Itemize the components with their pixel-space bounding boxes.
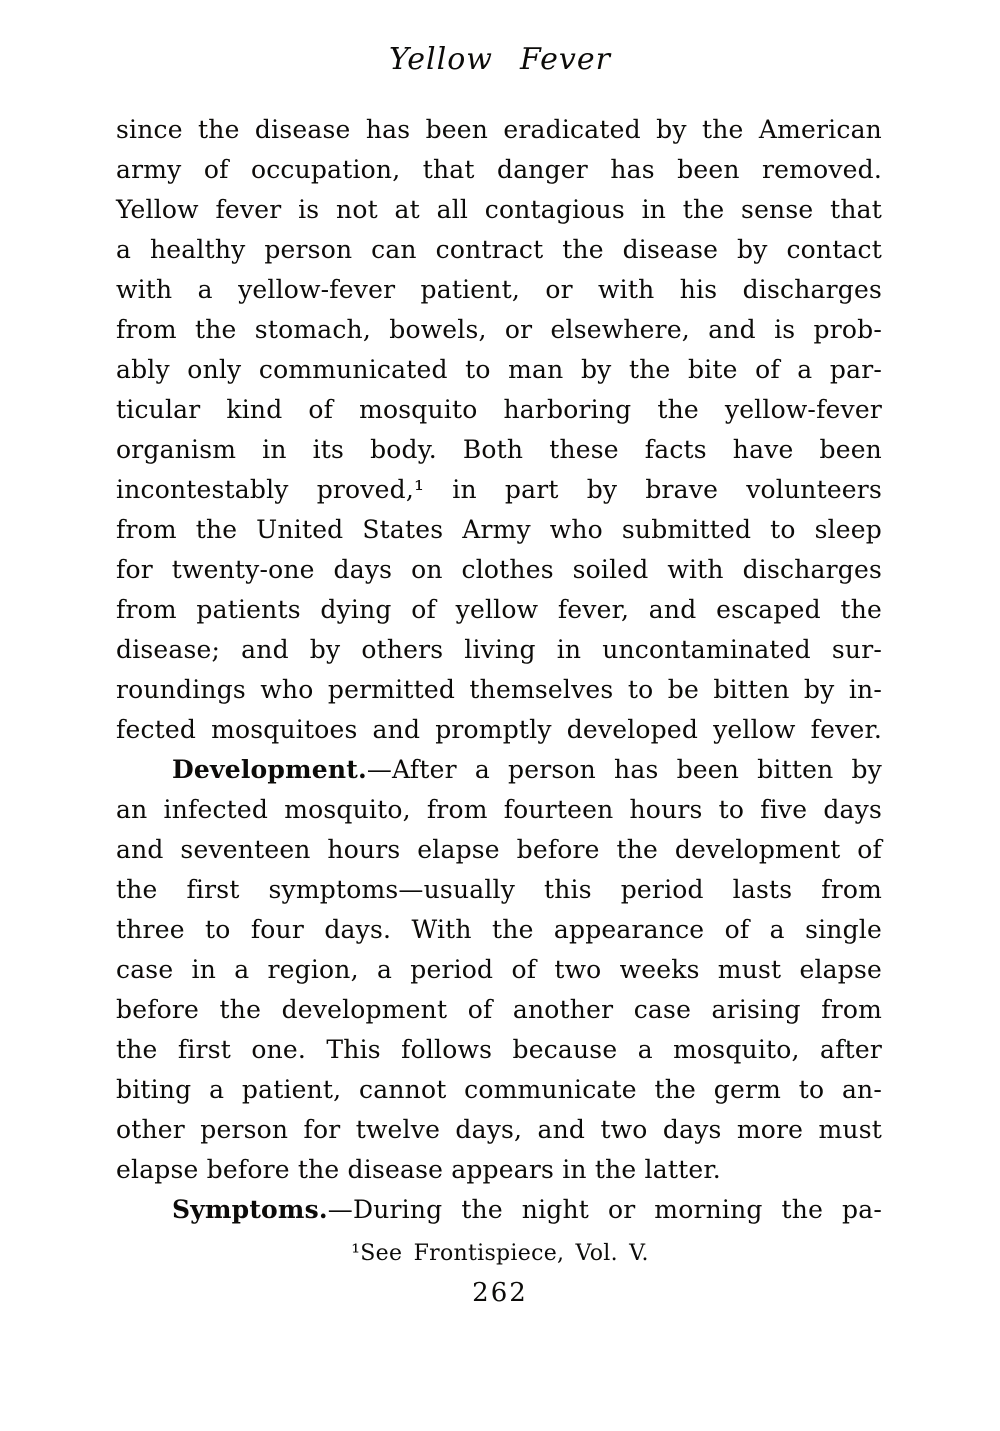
text-line: ably only communicated to man by the bite of a par- [116,355,882,384]
footnote: ¹See Frontispiece, Vol. V. [351,1241,649,1266]
paragraph-lead-symptoms: Symptoms. [172,1195,328,1224]
paragraph-development-first-line [116,750,882,790]
text-line: elapse before the disease appears in the latter. [116,1155,721,1184]
text-line-rest: —During the night or morning the pa- [327,1195,882,1224]
text-line: three to four days. With the appearance of a single [116,915,882,944]
text-line: Yellow fever is not at all contagious in the sense that [116,195,882,224]
text-line: incontestably proved,¹ in part by brave volunteers [116,475,882,504]
page-number: 262 [472,1278,528,1308]
text-line: other person for twelve days, and two days more must [116,1115,882,1144]
text-line: the first symptoms—usually this period lasts from [116,875,882,904]
text-line: case in a region, a period of two weeks must elapse [116,955,882,984]
text-line: from the United States Army who submitted to sleep [116,515,882,544]
text-line: since the disease has been eradicated by the American [116,115,882,144]
text-line: fected mosquitoes and promptly developed yellow fever. [116,715,882,744]
page-title: Yellow Fever [389,42,611,77]
text-line: and seventeen hours elapse before the development of [116,835,882,864]
text-line: for twenty-one days on clothes soiled with discharges [116,555,882,584]
paragraph-lead-development: Development. [172,755,367,784]
text-line: roundings who permitted themselves to be bitten by in- [116,675,882,704]
text-line: a healthy person can contract the disease by contact [116,235,882,264]
text-line: before the development of another case arising from [116,995,882,1024]
paragraph-symptoms-first-line [116,1190,882,1230]
body-text [116,110,882,1230]
text-line: with a yellow-fever patient, or with his discharges [116,275,882,304]
text-line: from patients dying of yellow fever, and escaped the [116,595,882,624]
text-line: the first one. This follows because a mosquito, after [116,1035,882,1064]
text-line: from the stomach, bowels, or elsewhere, and is prob- [116,315,882,344]
text-line-rest: —After a person has been bitten by [366,755,882,784]
text-line: biting a patient, cannot communicate the germ to an- [116,1075,882,1104]
text-line: organism in its body. Both these facts have been [116,435,882,464]
text-line: ticular kind of mosquito harboring the yellow-fever [116,395,882,424]
text-line: army of occupation, that danger has been removed. [116,155,882,184]
text-line: disease; and by others living in uncontaminated sur- [116,635,882,664]
text-line: an infected mosquito, from fourteen hours to five days [116,795,882,824]
